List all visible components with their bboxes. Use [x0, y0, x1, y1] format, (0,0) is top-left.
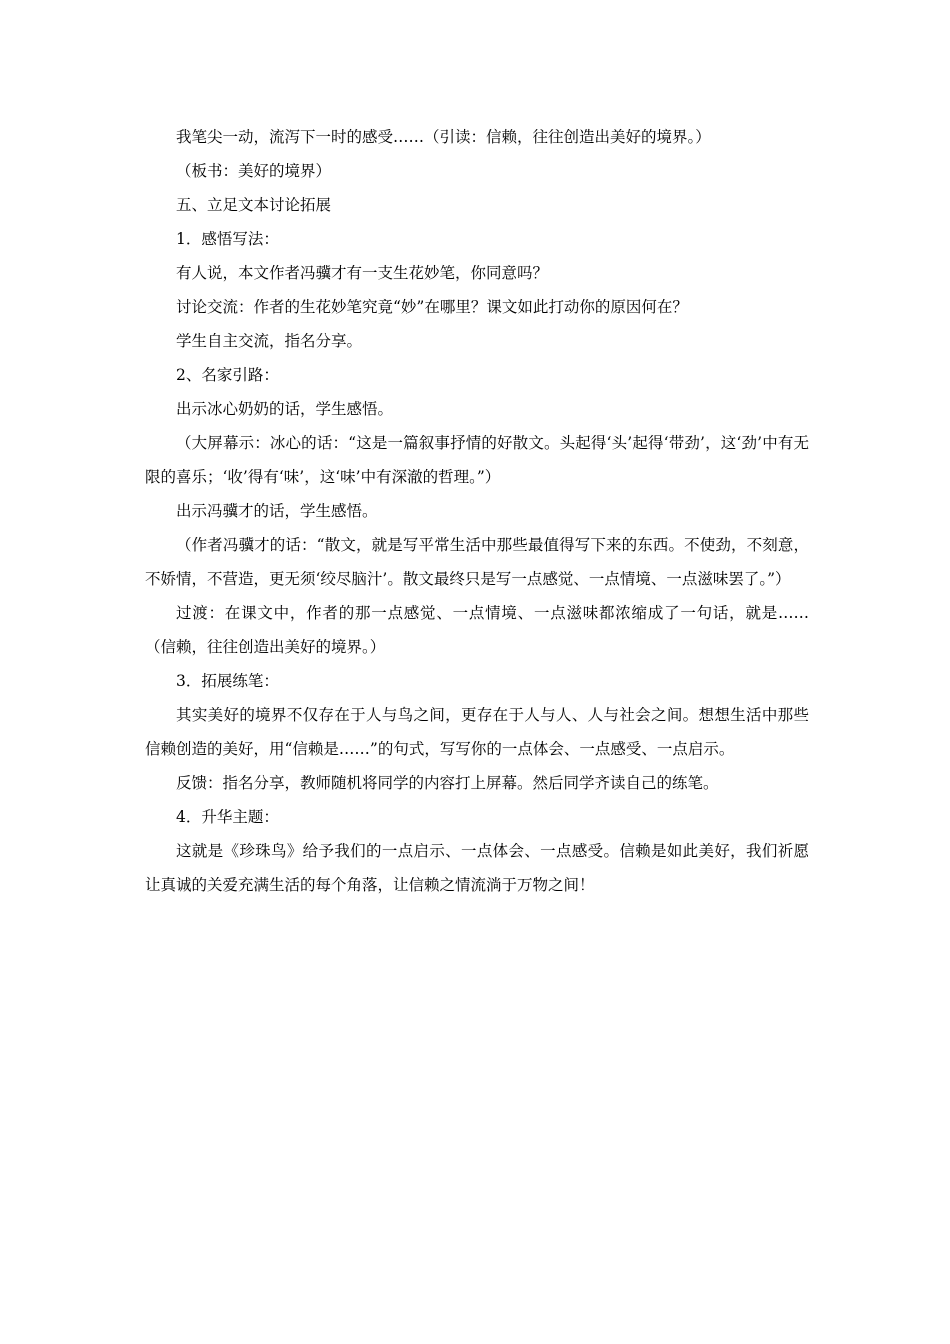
paragraph-6: 出示冰心奶奶的话，学生感悟。 [176, 400, 394, 418]
paragraph-9: 反馈：指名分享，教师随机将同学的内容打上屏幕。然后同学齐读自己的练笔。 [176, 774, 719, 792]
subheading-4: 4．升华主题： [176, 808, 279, 826]
subheading-1: 1．感悟写法： [176, 230, 279, 248]
quote-bingxin: （大屏幕示：冰心的话：“这是一篇叙事抒情的好散文。头起得‘头’起得‘带劲’，这‘劲’中有无限的喜乐；‘收’得有‘味’，这‘味’中有深澈的哲理。”） [145, 434, 809, 486]
subheading-3: 3．拓展练笔： [176, 672, 279, 690]
transition-paragraph: 过渡：在课文中，作者的那一点感觉、一点情境、一点滋味都浓缩成了一句话，就是……（信赖，往往创造出美好的境界。） [145, 604, 809, 656]
paragraph-3: 有人说，本文作者冯骥才有一支生花妙笔，你同意吗？ [176, 264, 549, 282]
paragraph-1: 我笔尖一动，流泻下一时的感受……（引读：信赖，往往创造出美好的境界。） [176, 128, 711, 146]
paragraph-7: 出示冯骥才的话，学生感悟。 [176, 502, 378, 520]
paragraph-4: 讨论交流：作者的生花妙笔究竟“妙”在哪里？课文如此打动你的原因何在？ [176, 298, 688, 316]
paragraph-2: （板书：美好的境界） [176, 162, 332, 180]
paragraph-8: 其实美好的境界不仅存在于人与鸟之间，更存在于人与人、人与社会之间。想想生活中那些信赖创造的美好，用“信赖是……”的句式，写写你的一点体会、一点感受、一点启示。 [145, 706, 809, 758]
document-page [145, 120, 809, 902]
paragraph-5: 学生自主交流，指名分享。 [176, 332, 363, 350]
subheading-2: 2、名家引路： [176, 366, 279, 384]
quote-fengjicai: （作者冯骥才的话：“散文，就是写平常生活中那些最值得写下来的东西。不使劲，不刻意，不娇情，不营造，更无须‘绞尽脑汁’。散文最终只是写一点感觉、一点情境、一点滋味罢了。”） [145, 536, 809, 588]
section-heading-5: 五、立足文本讨论拓展 [176, 196, 332, 214]
paragraph-10: 这就是《珍珠鸟》给予我们的一点启示、一点体会、一点感受。信赖是如此美好，我们祈愿让真诚的关爱充满生活的每个角落，让信赖之情流淌于万物之间！ [145, 842, 809, 894]
